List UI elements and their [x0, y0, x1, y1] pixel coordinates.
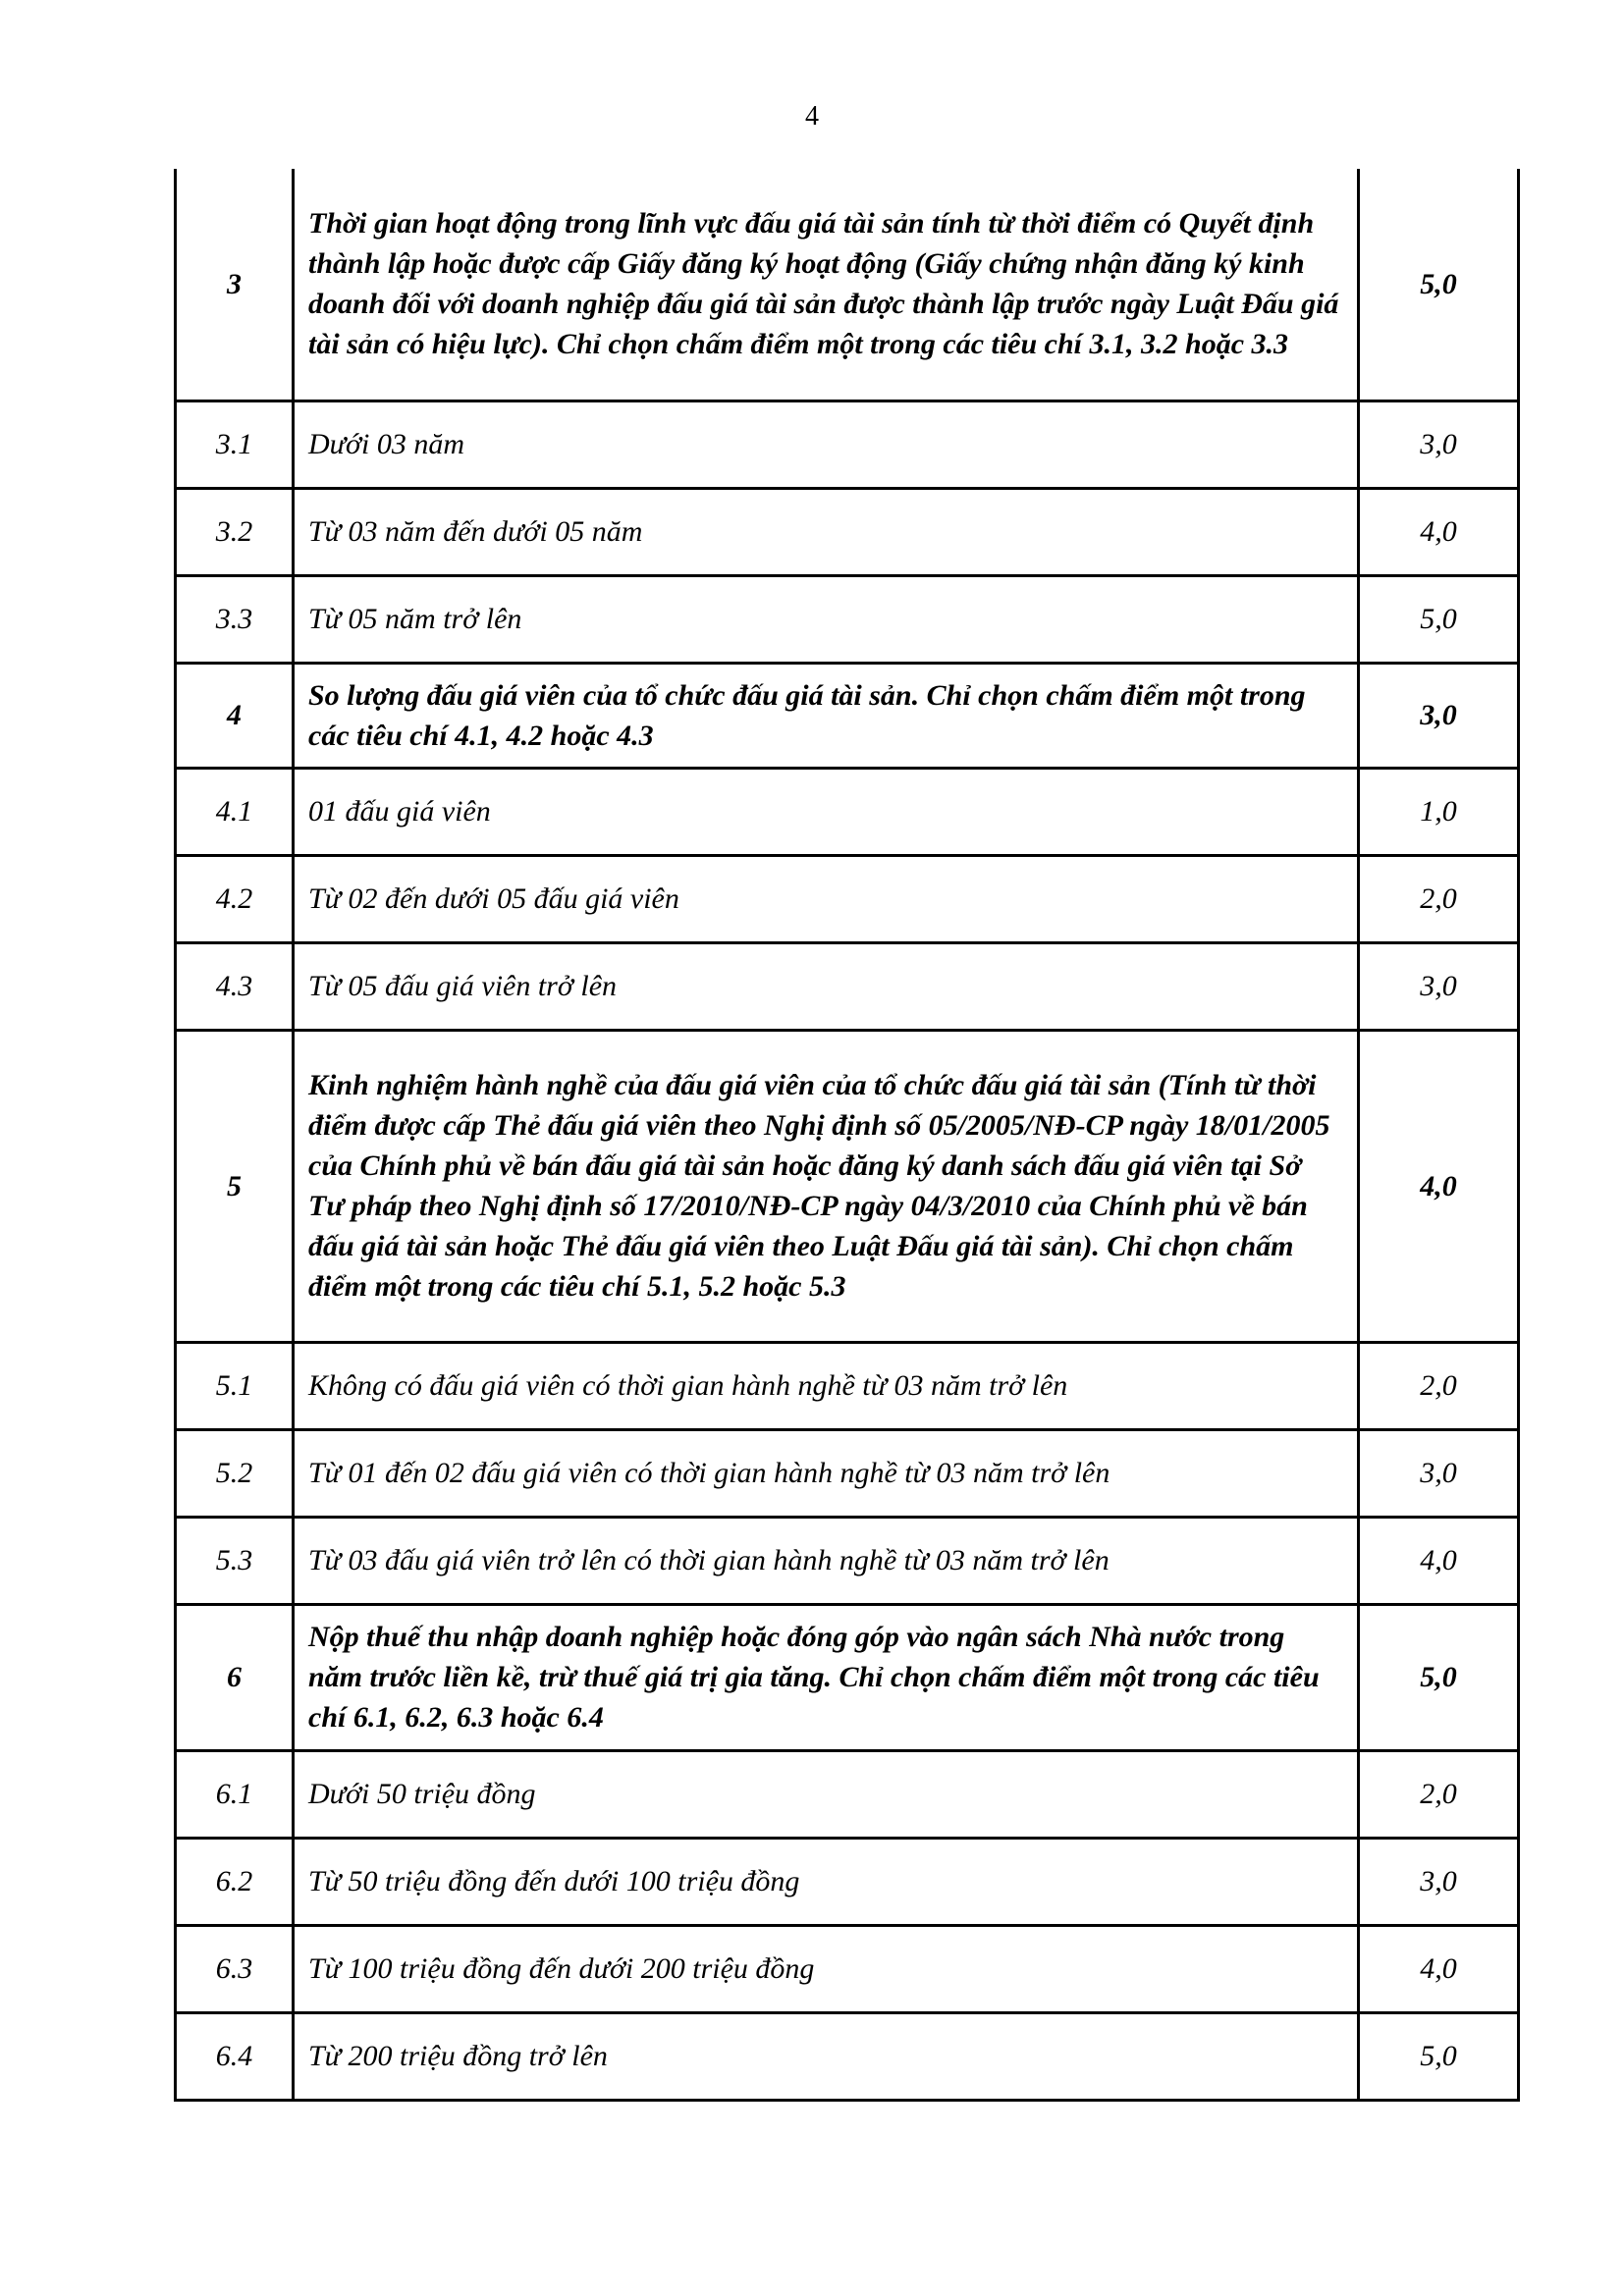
criterion-description: Từ 200 triệu đồng trở lên — [294, 2012, 1359, 2100]
criterion-score: 3,0 — [1359, 663, 1519, 768]
criterion-score: 5,0 — [1359, 575, 1519, 663]
criterion-score: 5,0 — [1359, 2012, 1519, 2100]
criterion-description: Không có đấu giá viên có thời gian hành nghề từ 03 năm trở lên — [294, 1342, 1359, 1429]
criterion-description: Từ 100 triệu đồng đến dưới 200 triệu đồng — [294, 1925, 1359, 2012]
criterion-score: 3,0 — [1359, 942, 1519, 1030]
sub-criterion-row — [176, 855, 1519, 942]
sub-criterion-row — [176, 488, 1519, 575]
criterion-number: 5.2 — [176, 1429, 294, 1517]
criterion-description: Từ 03 năm đến dưới 05 năm — [294, 488, 1359, 575]
sub-criterion-row — [176, 1429, 1519, 1517]
criterion-score: 5,0 — [1359, 169, 1519, 400]
criterion-number: 4 — [176, 663, 294, 768]
sub-criterion-row — [176, 1517, 1519, 1604]
sub-criterion-row — [176, 768, 1519, 855]
sub-criterion-row — [176, 1342, 1519, 1429]
criterion-row — [176, 663, 1519, 768]
criterion-score: 5,0 — [1359, 1604, 1519, 1750]
criterion-number: 5 — [176, 1030, 294, 1342]
criterion-score: 4,0 — [1359, 1925, 1519, 2012]
criterion-row — [176, 169, 1519, 400]
criterion-description: Thời gian hoạt động trong lĩnh vực đấu giá tài sản tính từ thời điểm có Quyết định thành lập hoặc được cấp Giấy đăng ký hoạt động (Giấy chứng nhận đăng ký kinh doanh đối với doanh nghiệp đấu giá tài sản được thành lập trước ngày Luật Đấu giá tài sản có hiệu lực). Chỉ chọn chấm điểm một trong các tiêu chí 3.1, 3.2 hoặc 3.3 — [294, 169, 1359, 400]
criterion-description: Từ 05 năm trở lên — [294, 575, 1359, 663]
criterion-description: Dưới 03 năm — [294, 400, 1359, 488]
criterion-number: 6 — [176, 1604, 294, 1750]
criterion-number: 5.1 — [176, 1342, 294, 1429]
sub-criterion-row — [176, 1838, 1519, 1925]
criterion-score: 4,0 — [1359, 488, 1519, 575]
sub-criterion-row — [176, 1925, 1519, 2012]
criterion-number: 3.3 — [176, 575, 294, 663]
criterion-score: 4,0 — [1359, 1030, 1519, 1342]
criterion-description: Từ 02 đến dưới 05 đấu giá viên — [294, 855, 1359, 942]
sub-criterion-row — [176, 575, 1519, 663]
page-number: 4 — [805, 101, 819, 132]
sub-criterion-row — [176, 400, 1519, 488]
sub-criterion-row — [176, 1750, 1519, 1838]
criterion-number: 6.1 — [176, 1750, 294, 1838]
criterion-number: 4.3 — [176, 942, 294, 1030]
criterion-number: 6.2 — [176, 1838, 294, 1925]
criterion-description: Từ 03 đấu giá viên trở lên có thời gian hành nghề từ 03 năm trở lên — [294, 1517, 1359, 1604]
criterion-score: 3,0 — [1359, 400, 1519, 488]
criterion-row — [176, 1030, 1519, 1342]
criterion-score: 2,0 — [1359, 1750, 1519, 1838]
criterion-number: 3.2 — [176, 488, 294, 575]
criterion-description: Từ 01 đến 02 đấu giá viên có thời gian hành nghề từ 03 năm trở lên — [294, 1429, 1359, 1517]
criterion-number: 4.2 — [176, 855, 294, 942]
criterion-score: 2,0 — [1359, 855, 1519, 942]
criterion-score: 4,0 — [1359, 1517, 1519, 1604]
criterion-number: 3.1 — [176, 400, 294, 488]
criterion-description: Từ 05 đấu giá viên trở lên — [294, 942, 1359, 1030]
scoring-criteria-table — [174, 169, 1520, 2102]
criterion-number: 3 — [176, 169, 294, 400]
criterion-description: So lượng đấu giá viên của tổ chức đấu giá tài sản. Chỉ chọn chấm điểm một trong các tiêu chí 4.1, 4.2 hoặc 4.3 — [294, 663, 1359, 768]
criterion-row — [176, 1604, 1519, 1750]
criterion-score: 1,0 — [1359, 768, 1519, 855]
criterion-description: 01 đấu giá viên — [294, 768, 1359, 855]
criterion-description: Nộp thuế thu nhập doanh nghiệp hoặc đóng góp vào ngân sách Nhà nước trong năm trước liền kề, trừ thuế giá trị gia tăng. Chỉ chọn chấm điểm một trong các tiêu chí 6.1, 6.2, 6.3 hoặc 6.4 — [294, 1604, 1359, 1750]
criterion-number: 6.3 — [176, 1925, 294, 2012]
criterion-description: Dưới 50 triệu đồng — [294, 1750, 1359, 1838]
sub-criterion-row — [176, 2012, 1519, 2100]
criterion-description: Từ 50 triệu đồng đến dưới 100 triệu đồng — [294, 1838, 1359, 1925]
criterion-number: 4.1 — [176, 768, 294, 855]
table-body — [176, 169, 1519, 2100]
criterion-score: 3,0 — [1359, 1838, 1519, 1925]
criterion-number: 6.4 — [176, 2012, 294, 2100]
criterion-number: 5.3 — [176, 1517, 294, 1604]
criterion-score: 3,0 — [1359, 1429, 1519, 1517]
criterion-description: Kinh nghiệm hành nghề của đấu giá viên của tổ chức đấu giá tài sản (Tính từ thời điểm được cấp Thẻ đấu giá viên theo Nghị định số 05/2005/NĐ-CP ngày 18/01/2005 của Chính phủ về bán đấu giá tài sản hoặc đăng ký danh sách đấu giá viên tại Sở Tư pháp theo Nghị định số 17/2010/NĐ-CP ngày 04/3/2010 của Chính phủ về bán đấu giá tài sản hoặc Thẻ đấu giá viên theo Luật Đấu giá tài sản). Chỉ chọn chấm điểm một trong các tiêu chí 5.1, 5.2 hoặc 5.3 — [294, 1030, 1359, 1342]
criterion-score: 2,0 — [1359, 1342, 1519, 1429]
sub-criterion-row — [176, 942, 1519, 1030]
